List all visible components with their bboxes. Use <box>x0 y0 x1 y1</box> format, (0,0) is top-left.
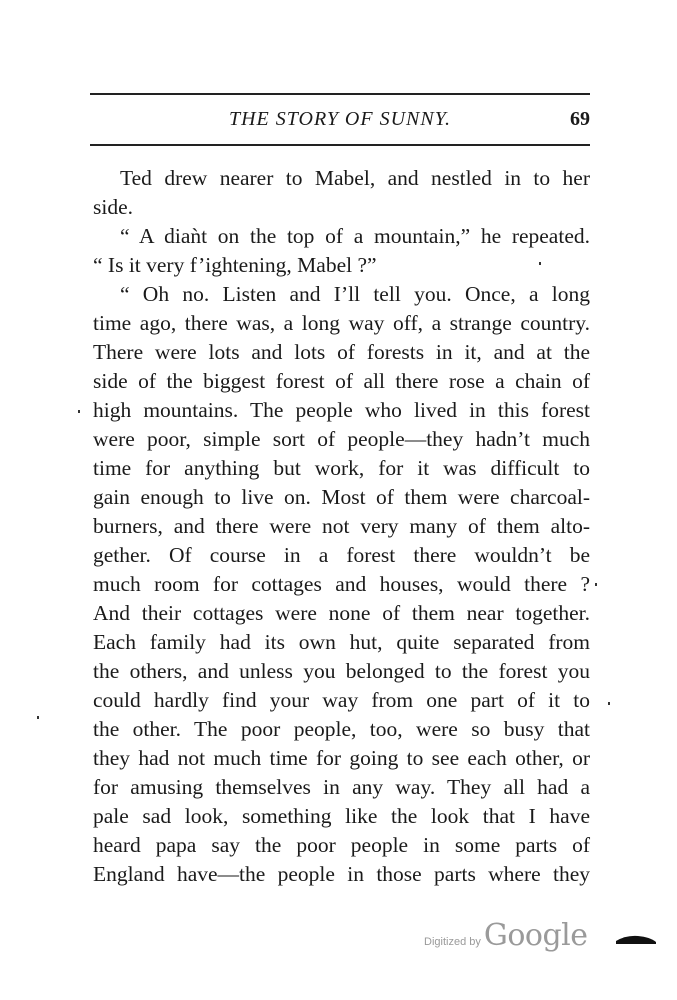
text-line: “ Is it very f’ightening, Mabel ?” <box>93 253 377 277</box>
text-line: And their cottages were none of them near together. <box>93 601 590 625</box>
text-line: for amusing themselves in any way. They all had a <box>93 775 590 799</box>
text-line: Each family had its own hut, quite separated from <box>93 630 590 654</box>
digitized-by-google-watermark <box>424 918 588 958</box>
running-title: THE STORY OF SUNNY. <box>228 108 452 130</box>
text-line: time for anything but work, for it was difficult to <box>93 456 590 480</box>
body-text <box>93 164 590 889</box>
margin-speck <box>608 702 610 705</box>
text-line: gain enough to live on. Most of them were charcoal- <box>93 485 590 509</box>
text-line: “ A diaǹt on the top of a mountain,” he repeated. <box>120 224 590 248</box>
watermark-google-logo: Google <box>483 918 588 953</box>
text-line: time ago, there was, a long way off, a strange country. <box>93 311 590 335</box>
text-line: “ Oh no. Listen and I’ll tell you. Once, a long <box>120 282 590 306</box>
text-line: were poor, simple sort of people—they hadn’t much <box>93 427 590 451</box>
margin-speck <box>595 583 597 586</box>
header-rule-top <box>90 93 590 95</box>
text-line: could hardly find your way from one part of it to <box>93 688 590 712</box>
margin-speck <box>539 262 541 265</box>
text-line: much room for cottages and houses, would there ? <box>93 572 590 596</box>
text-line: burners, and there were not very many of them alto- <box>93 514 590 538</box>
text-line: There were lots and lots of forests in it, and at the <box>93 340 590 364</box>
text-line: pale sad look, something like the look that I have <box>93 804 590 828</box>
text-line: gether. Of course in a forest there wouldn’t be <box>93 543 590 567</box>
page-number: 69 <box>570 108 590 130</box>
text-line: the others, and unless you belonged to the forest you <box>93 659 590 683</box>
text-line: Ted drew nearer to Mabel, and nestled in to her <box>120 166 590 190</box>
text-line: England have—the people in those parts where they <box>93 862 590 886</box>
running-head <box>90 104 590 134</box>
margin-speck <box>37 716 39 719</box>
header-rule-bottom <box>90 144 590 146</box>
text-line: side of the biggest forest of all there rose a chain of <box>93 369 590 393</box>
margin-speck <box>78 410 80 413</box>
text-line: high mountains. The people who lived in this forest <box>93 398 590 422</box>
text-line: heard papa say the poor people in some parts of <box>93 833 590 857</box>
text-line: side. <box>93 195 134 219</box>
page-edge-mark <box>616 935 656 944</box>
watermark-digitized-text: Digitized by <box>424 936 481 948</box>
text-line: the other. The poor people, too, were so busy that <box>93 717 590 741</box>
text-line: they had not much time for going to see each other, or <box>93 746 590 770</box>
